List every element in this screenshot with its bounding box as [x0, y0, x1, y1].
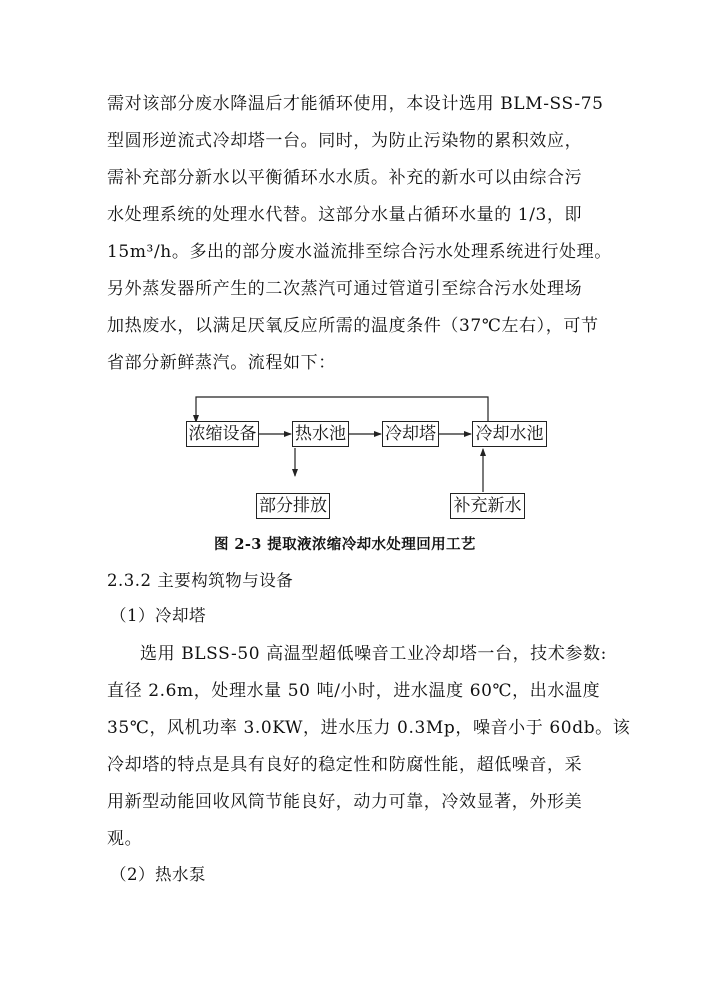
flow-box-cool-pool: 冷却水池	[472, 421, 547, 447]
paragraph-line: 35℃，风机功率 3.0KW，进水压力 0.3Mp，噪音小于 60db。该	[107, 718, 631, 738]
paragraph-line: 直径 2.6m，处理水量 50 吨/小时，进水温度 60℃，出水温度	[107, 681, 601, 701]
paragraph-line: 需对该部分废水降温后才能循环使用，本设计选用 BLM-SS-75	[107, 94, 604, 114]
paragraph-line: 15m³/h。多出的部分废水溢流排至综合污水处理系统进行处理。	[107, 242, 612, 262]
paragraph-line: 型圆形逆流式冷却塔一台。同时，为防止污染物的累积效应，	[107, 131, 583, 151]
section-heading: 2.3.2 主要构筑物与设备	[107, 571, 294, 590]
flow-box-concentrator: 浓缩设备	[186, 421, 259, 447]
flow-box-hot-pool: 热水池	[292, 421, 349, 447]
item-heading-hot-water-pump: （2）热水泵	[110, 865, 206, 884]
paragraph-line: 冷却塔的特点是具有良好的稳定性和防腐性能，超低噪音，采	[107, 755, 583, 775]
paragraph-line: 水处理系统的处理水代替。这部分水量占循环水量的 1/3，即	[107, 205, 583, 225]
figure-caption: 图 2-3 提取液浓缩冷却水处理回用工艺	[214, 536, 476, 553]
recycle-loop-line	[196, 397, 488, 422]
paragraph-line: 观。	[107, 829, 143, 849]
paragraph-line: 另外蒸发器所产生的二次蒸汽可通过管道引至综合污水处理场	[107, 279, 583, 299]
paragraph-line: 需补充部分新水以平衡循环水水质。补充的新水可以由综合污	[107, 168, 583, 188]
flow-box-makeup-water: 补充新水	[450, 493, 525, 519]
paragraph-line: 选用 BLSS-50 高温型超低噪音工业冷却塔一台，技术参数:	[140, 644, 607, 664]
flow-box-partial-discharge: 部分排放	[256, 493, 330, 519]
paragraph-line: 加热废水，以满足厌氧反应所需的温度条件（37℃左右），可节	[107, 316, 599, 336]
flow-box-cooling-tower: 冷却塔	[382, 421, 439, 447]
paragraph-line: 用新型动能回收风筒节能良好，动力可靠，冷效显著，外形美	[107, 792, 583, 812]
paragraph-line: 省部分新鲜蒸汽。流程如下：	[107, 353, 336, 373]
item-heading-cooling-tower: （1）冷却塔	[110, 606, 206, 625]
